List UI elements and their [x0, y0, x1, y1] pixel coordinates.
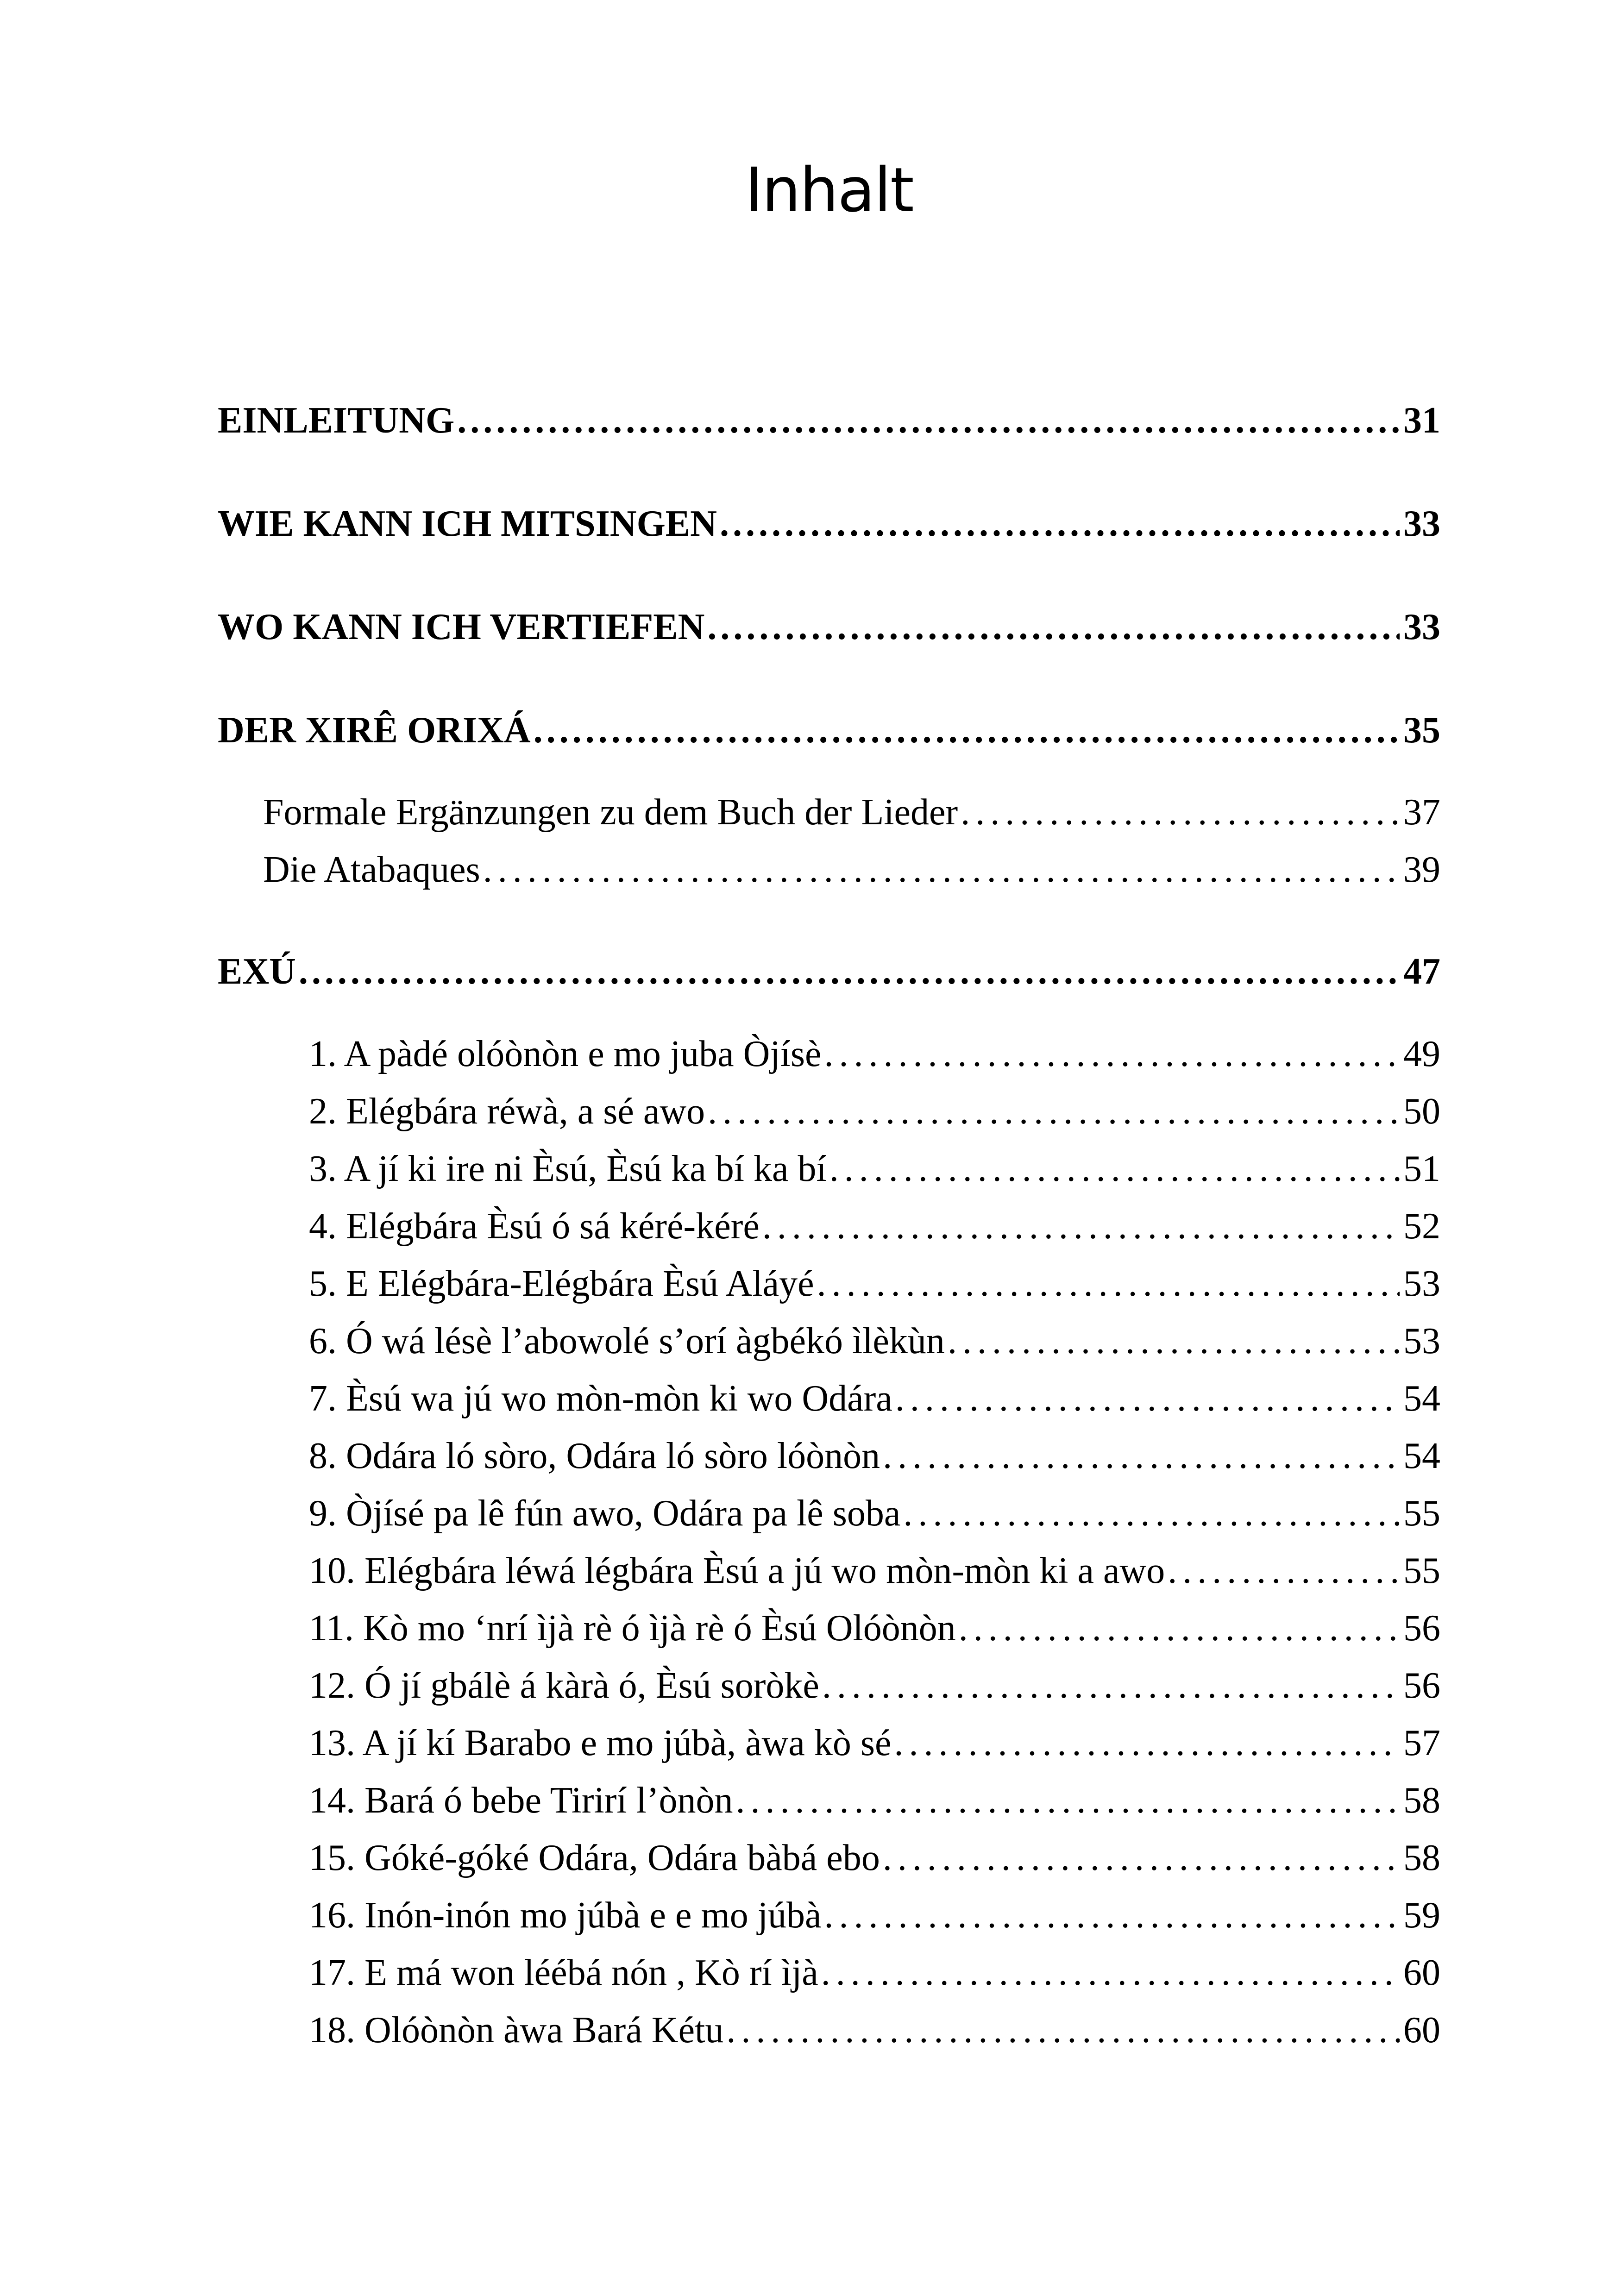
toc-entry-label: 14. Bará ó bebe Tirirí l’ònòn [309, 1780, 733, 1821]
dot-leader [299, 953, 1400, 990]
toc-entry-label: 3. A jí ki ire ni Èsú, Èsú ka bí ka bí [309, 1148, 827, 1189]
dot-leader [707, 609, 1400, 646]
toc-entry-song-7[interactable] [309, 1380, 1440, 1417]
toc-entry-song-16[interactable] [309, 1897, 1440, 1934]
toc-entry-wie-kann-ich-mitsingen[interactable] [218, 505, 1440, 542]
toc-entry-label: WIE KANN ICH MITSINGEN [218, 503, 717, 544]
dot-leader [762, 1208, 1400, 1245]
toc-entry-label: Formale Ergänzungen zu dem Buch der Lieder [263, 792, 958, 833]
dot-leader [817, 1265, 1400, 1302]
dot-leader [824, 1897, 1400, 1934]
toc-entry-formale-erganzungen[interactable] [263, 794, 1440, 831]
toc-page-number: 35 [1403, 710, 1440, 751]
toc-entry-song-13[interactable] [309, 1725, 1440, 1762]
dot-leader [534, 712, 1400, 749]
dot-leader [1168, 1552, 1400, 1589]
toc-entry-song-15[interactable] [309, 1839, 1440, 1876]
toc-page-number: 33 [1403, 607, 1440, 647]
dot-leader [959, 1610, 1400, 1647]
toc-entry-song-1[interactable] [309, 1035, 1440, 1073]
toc-entry-song-6[interactable] [309, 1323, 1440, 1360]
dot-leader [948, 1323, 1400, 1360]
toc-entry-label: 2. Elégbára réwà, a sé awo [309, 1091, 705, 1132]
toc-page-number: 52 [1403, 1206, 1440, 1247]
toc-page-number: 47 [1403, 951, 1440, 992]
dot-leader [824, 1035, 1400, 1073]
toc-page-number: 33 [1403, 503, 1440, 544]
toc-page-number: 53 [1403, 1321, 1440, 1361]
toc-page-number: 55 [1403, 1493, 1440, 1534]
toc-entry-song-18[interactable] [309, 2012, 1440, 2049]
dot-leader [735, 1782, 1400, 1819]
toc-entry-label: 15. Góké-góké Odára, Odára bàbá ebo [309, 1838, 880, 1878]
toc-entry-label: 1. A pàdé olóònòn e mo juba Òjísè [309, 1034, 822, 1074]
toc-entry-label: 11. Kò mo ‘nrí ìjà rè ó ìjà rè ó Èsú Olóònòn [309, 1608, 956, 1649]
toc-entry-label: EINLEITUNG [218, 400, 455, 441]
toc-page-number: 37 [1403, 792, 1440, 833]
toc-entry-einleitung[interactable] [218, 402, 1440, 439]
dot-leader [726, 2012, 1400, 2049]
toc-entry-song-14[interactable] [309, 1782, 1440, 1819]
toc-entry-label: EXÚ [218, 951, 296, 992]
toc-entry-song-3[interactable] [309, 1150, 1440, 1187]
toc-entry-song-10[interactable] [309, 1552, 1440, 1589]
toc-entry-song-9[interactable] [309, 1495, 1440, 1532]
toc-page-number: 57 [1403, 1723, 1440, 1763]
toc-entry-label: DER XIRÊ ORIXÁ [218, 710, 531, 751]
dot-leader [821, 1954, 1400, 1991]
toc-entry-label: 4. Elégbára Èsú ó sá kéré-kéré [309, 1206, 760, 1247]
dot-leader [961, 794, 1400, 831]
toc-page-number: 54 [1403, 1436, 1440, 1476]
toc-entry-label: 8. Odára ló sòro, Odára ló sòro lóònòn [309, 1436, 880, 1476]
toc-page-number: 54 [1403, 1378, 1440, 1419]
toc-entry-song-11[interactable] [309, 1610, 1440, 1647]
dot-leader [903, 1495, 1400, 1532]
toc-page-number: 49 [1403, 1034, 1440, 1074]
toc-page-number: 50 [1403, 1091, 1440, 1132]
toc-entry-exu[interactable] [218, 953, 1440, 990]
toc-page-number: 51 [1403, 1148, 1440, 1189]
dot-leader [894, 1725, 1400, 1762]
toc-entry-label: 5. E Elégbára-Elégbára Èsú Aláyé [309, 1263, 814, 1304]
toc-entry-label: 17. E má won léébá nón , Kò rí ìjà [309, 1952, 818, 1993]
toc-page-number: 31 [1403, 400, 1440, 441]
toc-entry-song-12[interactable] [309, 1667, 1440, 1704]
dot-leader [883, 1839, 1400, 1876]
toc-page-number: 53 [1403, 1263, 1440, 1304]
toc-entry-song-2[interactable] [309, 1093, 1440, 1130]
dot-leader [720, 505, 1400, 542]
toc-page-number: 60 [1403, 1952, 1440, 1993]
toc-entry-label: 6. Ó wá lésè l’abowolé s’orí àgbékó ìlèkùn [309, 1321, 945, 1361]
toc-page-number: 60 [1403, 2010, 1440, 2051]
toc-entry-song-8[interactable] [309, 1437, 1440, 1474]
toc-entry-song-5[interactable] [309, 1265, 1440, 1302]
toc-entry-label: 10. Elégbára léwá légbára Èsú a jú wo mòn-mòn ki a awo [309, 1550, 1165, 1591]
dot-leader [883, 1437, 1400, 1474]
toc-entry-label: 12. Ó jí gbálè á kàrà ó, Èsú soròkè [309, 1665, 819, 1706]
toc-page-number: 56 [1403, 1608, 1440, 1649]
toc-entry-label: WO KANN ICH VERTIEFEN [218, 607, 705, 647]
toc-page-number: 39 [1403, 849, 1440, 890]
toc-entry-label: 18. Olóònòn àwa Bará Kétu [309, 2010, 724, 2051]
toc-entry-label: 7. Èsú wa jú wo mòn-mòn ki wo Odára [309, 1378, 892, 1419]
toc-entry-label: 16. Inón-inón mo júbà e e mo júbà [309, 1895, 822, 1936]
toc-page-number: 55 [1403, 1550, 1440, 1591]
dot-leader [895, 1380, 1400, 1417]
toc-page-number: 58 [1403, 1838, 1440, 1878]
page-title: Inhalt [745, 155, 913, 226]
toc-entry-label: 13. A jí kí Barabo e mo júbà, àwa kò sé [309, 1723, 892, 1763]
toc-entry-song-4[interactable] [309, 1208, 1440, 1245]
toc-entry-die-atabaques[interactable] [263, 851, 1440, 888]
toc-page-number: 59 [1403, 1895, 1440, 1936]
dot-leader [822, 1667, 1400, 1704]
dot-leader [708, 1093, 1400, 1130]
dot-leader [829, 1150, 1400, 1187]
toc-entry-wo-kann-ich-vertiefen[interactable] [218, 609, 1440, 646]
toc-entry-label: 9. Òjísé pa lê fún awo, Odára pa lê soba [309, 1493, 901, 1534]
toc-page-number: 58 [1403, 1780, 1440, 1821]
dot-leader [483, 851, 1400, 888]
toc-entry-song-17[interactable] [309, 1954, 1440, 1991]
dot-leader [457, 402, 1400, 439]
toc-entry-label: Die Atabaques [263, 849, 480, 890]
toc-entry-der-xire-orixa[interactable] [218, 712, 1440, 749]
toc-page-number: 56 [1403, 1665, 1440, 1706]
